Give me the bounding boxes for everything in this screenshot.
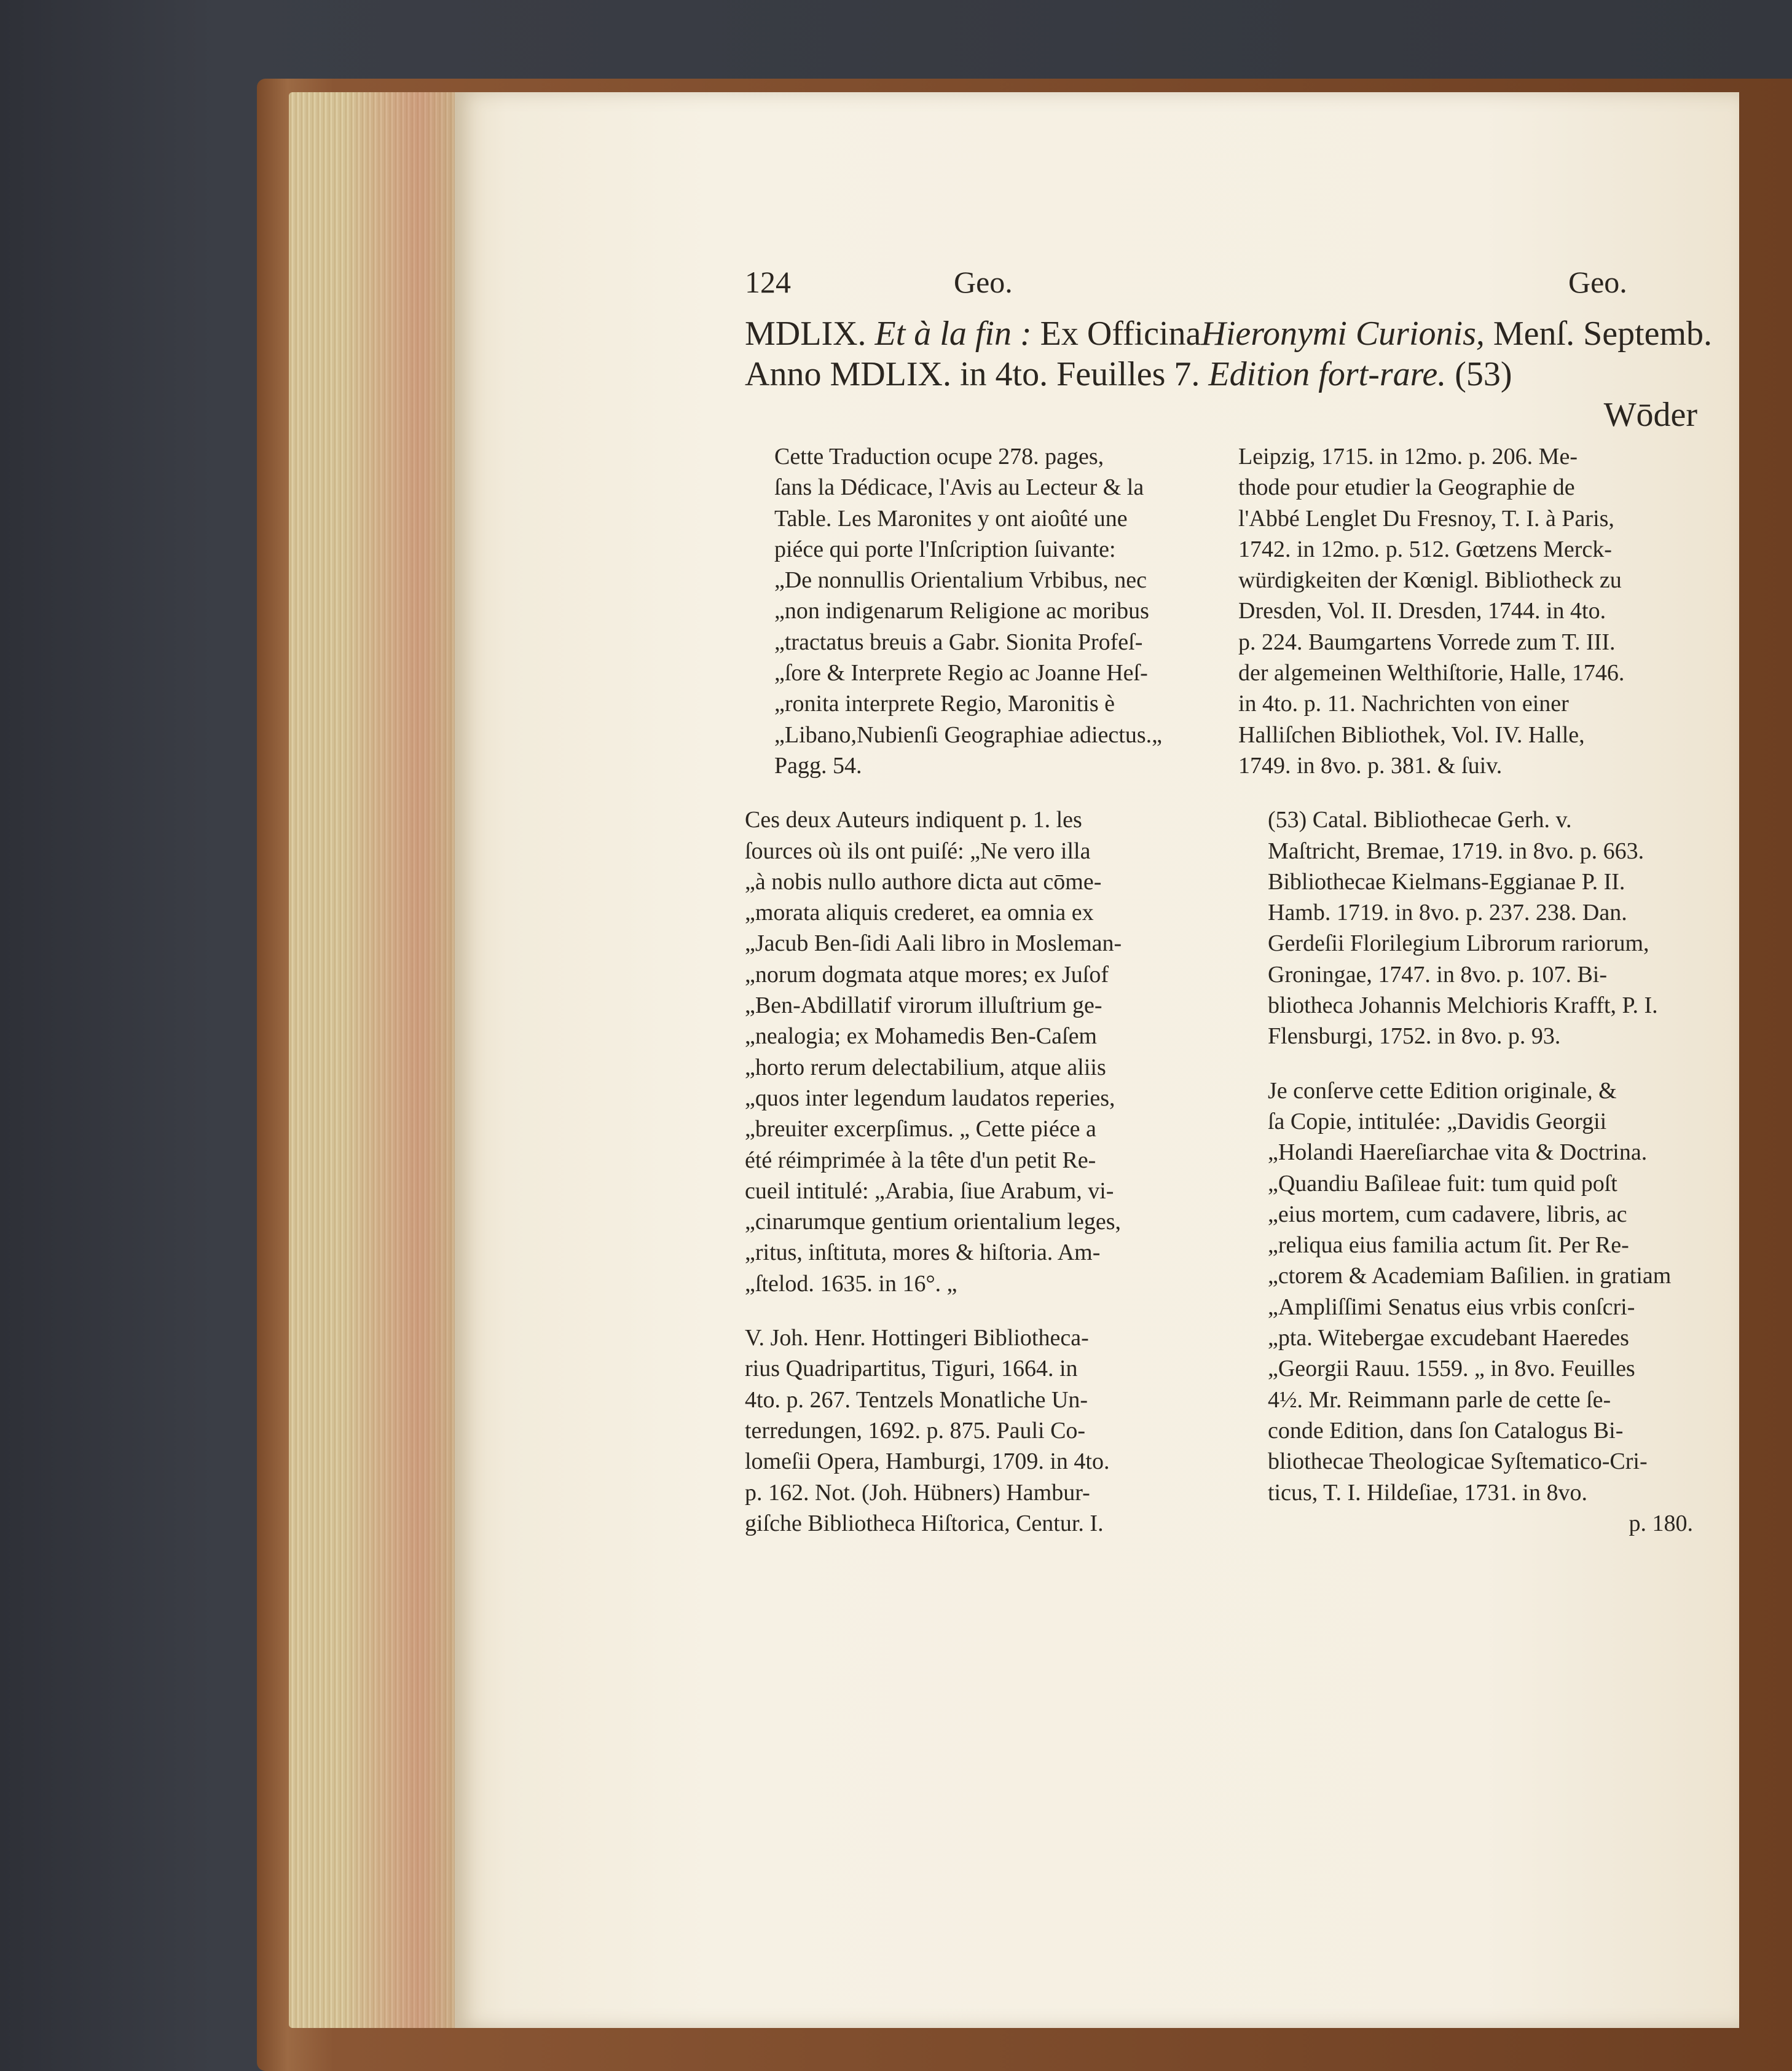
running-head xyxy=(745,264,1792,313)
right-para-2: (53) Catal. Bibliothecae Gerh. v. Maſtricht, Bremae, 1719. in 8vo. p. 663. Bibliothecae Kielmans-Eggianae P. II. Hamb. 1719. in 8vo. p. 237. 238. Dan. Gerdeſii Florilegium Librorum rariorum, Groningae, 1747. in 8vo. p. 107. Bi- bliotheca Johannis Melchioris Krafft, P. I. Flensburgi, 1752. in 8vo. p. 93. xyxy=(1268,807,1658,1050)
book-page xyxy=(455,92,1739,2028)
page-edge-stain xyxy=(344,92,467,2028)
top-block xyxy=(745,313,1713,435)
right-para-3: Je conſerve cette Edition originale, & ſa Copie, intitulée: „Davidis Georgii „Holandi Haereſiarchae vita & Doctrina. „Quandiu Baſileae fuit: tum quid poſt „eius mortem, cum cadavere, libris, ac „reliqua eius familia actum ſit. Per Re- „ctorem & Academiam Baſilien. in gratiam „Ampliſſimi Senatus eius vrbis conſcri- „pta. Witebergae excudebant Haeredes „Georgii Rauu. 1559. „ in 8vo. Feuilles 4½. Mr. Reimmann parle de cette ſe- conde Edition, dans ſon Catalogus Bi- bliothecae Theologicae Syſtematico-Cri- ticus, T. I. Hildeſiae, 1731. in 8vo. p. 180. xyxy=(1268,1077,1693,1536)
left-column xyxy=(745,441,1175,1562)
right-column xyxy=(1238,441,1693,1562)
right-para-1: Leipzig, 1715. in 12mo. p. 206. Me- thode pour etudier la Geographie de l'Abbé Lenglet Du Fresnoy, T. I. à Paris, 1742. in 12mo. p. 512. Gœtzens Merck- würdigkeiten der Kœnigl. Bibliotheck zu Dresden, Vol. II. Dresden, 1744. in 4to. p. 224. Baumgartens Vorrede zum T. III. der algemeinen Welthiſtorie, Halle, 1746. in 4to. p. 11. Nachrichten von einer Halliſchen Bibliothek, Vol. IV. Halle, 1749. in 8vo. p. 381. & ſuiv. xyxy=(1238,444,1625,779)
top-line-1: MDLIX. Et à la fin : Ex OfficinaHieronymi Curionis, Menſ. Septemb. xyxy=(745,315,1713,353)
left-para-2: Ces deux Auteurs indiquent p. 1. les ſources où ils ont puiſé: „Ne vero illa „à nobis nullo authore dicta aut cōme- „morata aliquis crederet, ea omnia ex „Jacub Ben-ſidi Aali libro in Mosleman- „norum dogmata atque mores; ex Juſof „Ben-Abdillatif virorum illuſtrium ge- „nealogia; ex Mohamedis Ben-Caſem „horto rerum delectabilium, atque aliis „quos inter legendum laudatos reperies, „breuiter excerpſimus. „ Cette piéce a été réimprimée à la tête d'un petit Re- cueil intitulé: „Arabia, ſiue Arabum, vi- „cinarumque gentium orientalium leges, „ritus, inſtituta, mores & hiſtoria. Am- „ſtelod. 1635. in 16°. „ xyxy=(745,807,1122,1297)
running-head-right: Geo. xyxy=(1568,265,1627,299)
running-head-left: Geo. xyxy=(954,265,1013,299)
left-para-3: V. Joh. Henr. Hottingeri Bibliotheca- rius Quadripartitus, Tiguri, 1664. in 4to. p. 267. Tentzels Monatliche Un- terredungen, 1692. p. 875. Pauli Co- lomeſii Opera, Hamburgi, 1709. in 4to. p. 162. Not. (Joh. Hübners) Hambur- giſche Bibliotheca Hiſtorica, Centur. I. xyxy=(745,1325,1110,1536)
top-line-3: Wōder xyxy=(1603,396,1697,434)
top-line-2: Anno MDLIX. in 4to. Feuilles 7. Edition fort-rare. (53) xyxy=(745,355,1512,393)
left-para-1: Cette Traduction ocupe 278. pages, ſans la Dédicace, l'Avis au Lecteur & la Table. Les Maronites y ont aioûté une piéce qui porte l'Inſcription ſuivante: „De nonnullis Orientalium Vrbibus, nec „non indigenarum Religione ac moribus „tractatus breuis a Gabr. Sionita Profeſ- „ſore & Interprete Regio ac Joanne Heſ- „ronita interprete Regio, Maronitis è „Libano,Nubienſi Geographiae adiectus.„ Pagg. 54. xyxy=(774,444,1162,779)
page-number: 124 xyxy=(745,265,791,299)
